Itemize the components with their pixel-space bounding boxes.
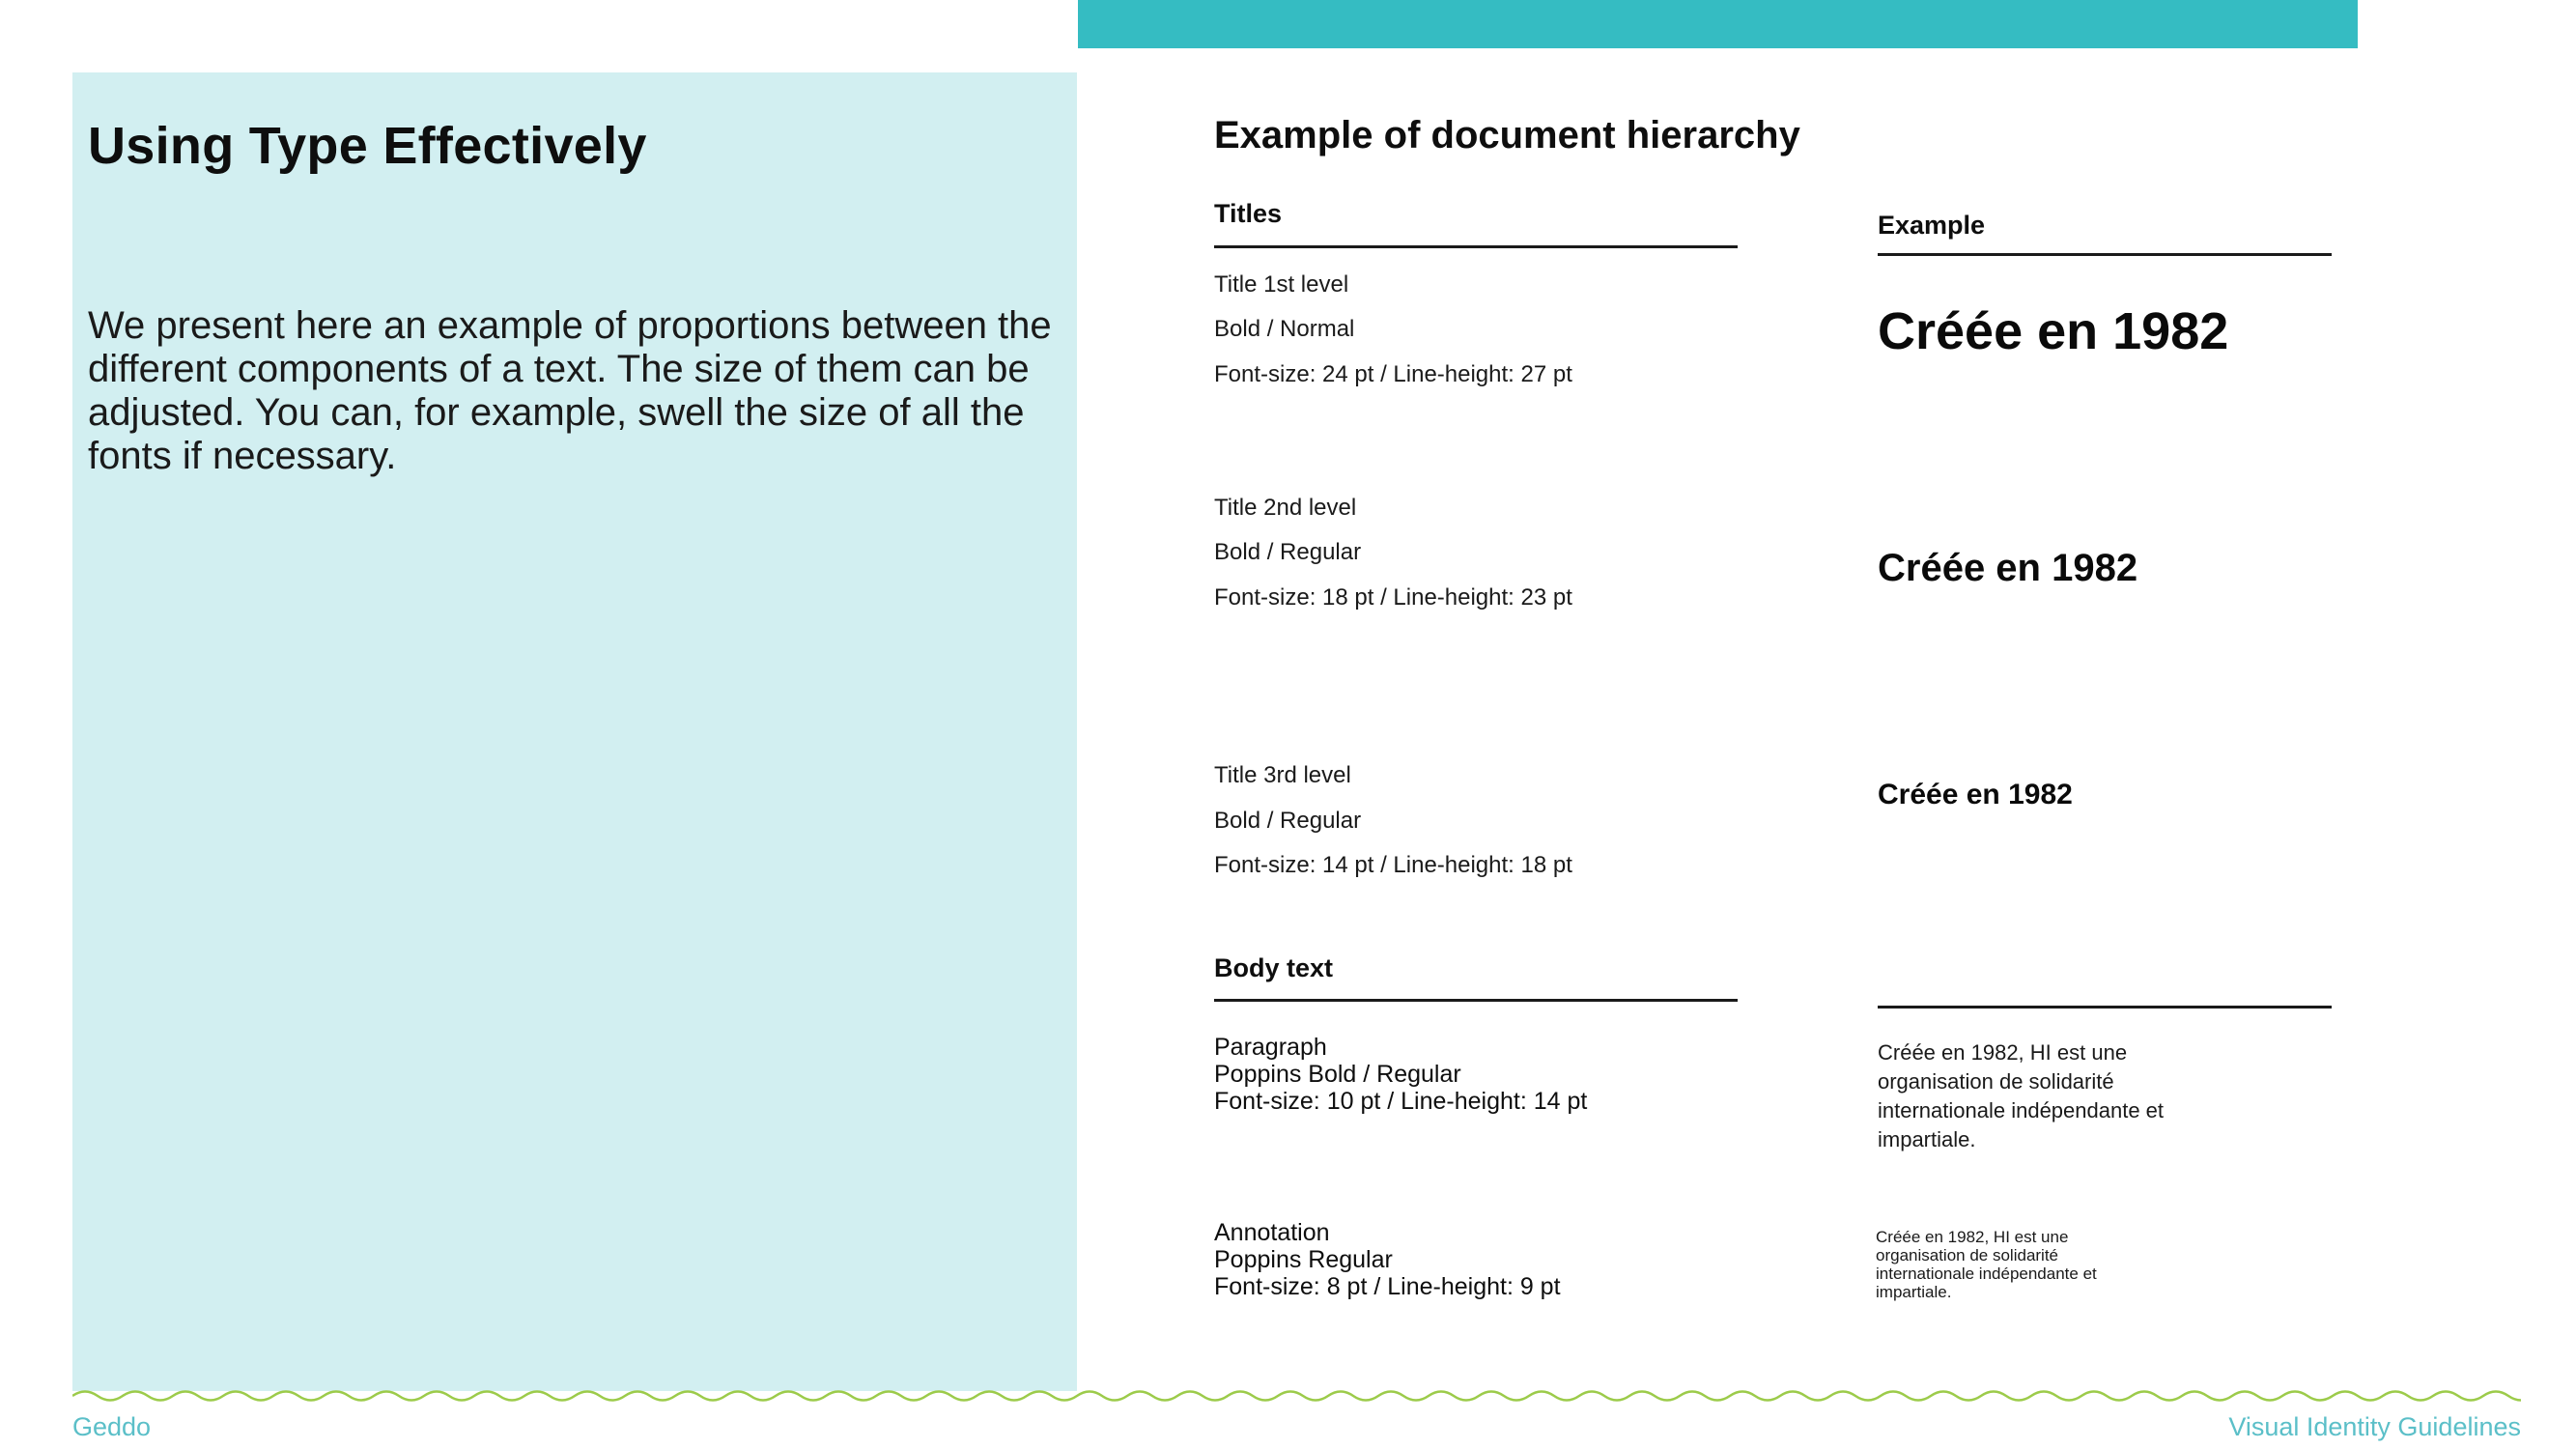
- annotation-font: Poppins Regular: [1214, 1246, 1393, 1273]
- paragraph-font: Poppins Bold / Regular: [1214, 1061, 1461, 1088]
- paragraph-name: Paragraph: [1214, 1034, 1327, 1061]
- level-2-name: Title 2nd level: [1214, 495, 1357, 521]
- paragraph-example: Créée en 1982, HI est une organisation de solidarité internationale indépendante et impartiale.: [1878, 1040, 2165, 1151]
- titles-divider: [1214, 245, 1738, 248]
- body-text-header: Body text: [1214, 953, 1334, 982]
- example-header: Example: [1878, 211, 1986, 240]
- level-2-size: Font-size: 18 pt / Line-height: 23 pt: [1214, 584, 1572, 611]
- body-text-divider: [1214, 999, 1738, 1002]
- top-accent-bar: [1078, 0, 2358, 48]
- titles-header: Titles: [1214, 199, 1283, 228]
- level-3-example: Créée en 1982: [1878, 779, 2073, 810]
- level-3-size: Font-size: 14 pt / Line-height: 18 pt: [1214, 852, 1572, 878]
- paragraph-spec: [1214, 1034, 1587, 1115]
- level-1-weight: Bold / Normal: [1214, 316, 1355, 342]
- hierarchy-heading: Example of document hierarchy: [1214, 114, 1800, 156]
- footer-wave-divider: [72, 1381, 2521, 1410]
- paragraph-size: Font-size: 10 pt / Line-height: 14 pt: [1214, 1088, 1588, 1115]
- level-1-name: Title 1st level: [1214, 271, 1349, 298]
- footer-brand: Geddo: [72, 1412, 152, 1441]
- level-1-size: Font-size: 24 pt / Line-height: 27 pt: [1214, 361, 1572, 387]
- annotation-example: Créée en 1982, HI est une organisation de solidarité internationale indépendante et impartiale.: [1876, 1228, 2097, 1301]
- body-example-divider: [1878, 1006, 2332, 1009]
- level-3-name: Title 3rd level: [1214, 762, 1351, 788]
- level-2-example: Créée en 1982: [1878, 547, 2138, 589]
- intro-panel: [72, 72, 1077, 1391]
- annotation-size: Font-size: 8 pt / Line-height: 9 pt: [1214, 1273, 1561, 1300]
- level-3-weight: Bold / Regular: [1214, 808, 1362, 834]
- level-1-example: Créée en 1982: [1878, 302, 2229, 360]
- annotation-name: Annotation: [1214, 1219, 1330, 1246]
- annotation-spec: [1214, 1219, 1561, 1300]
- footer-doc-title: Visual Identity Guidelines: [2228, 1412, 2521, 1441]
- example-divider: [1878, 253, 2332, 256]
- intro-paragraph: We present here an example of proportions between the different components of a text. The size of them can be adjusted. You can, for example, swell the size of all the fonts if necessary.: [88, 304, 1052, 477]
- level-2-weight: Bold / Regular: [1214, 539, 1362, 565]
- page-title: Using Type Effectively: [88, 117, 647, 175]
